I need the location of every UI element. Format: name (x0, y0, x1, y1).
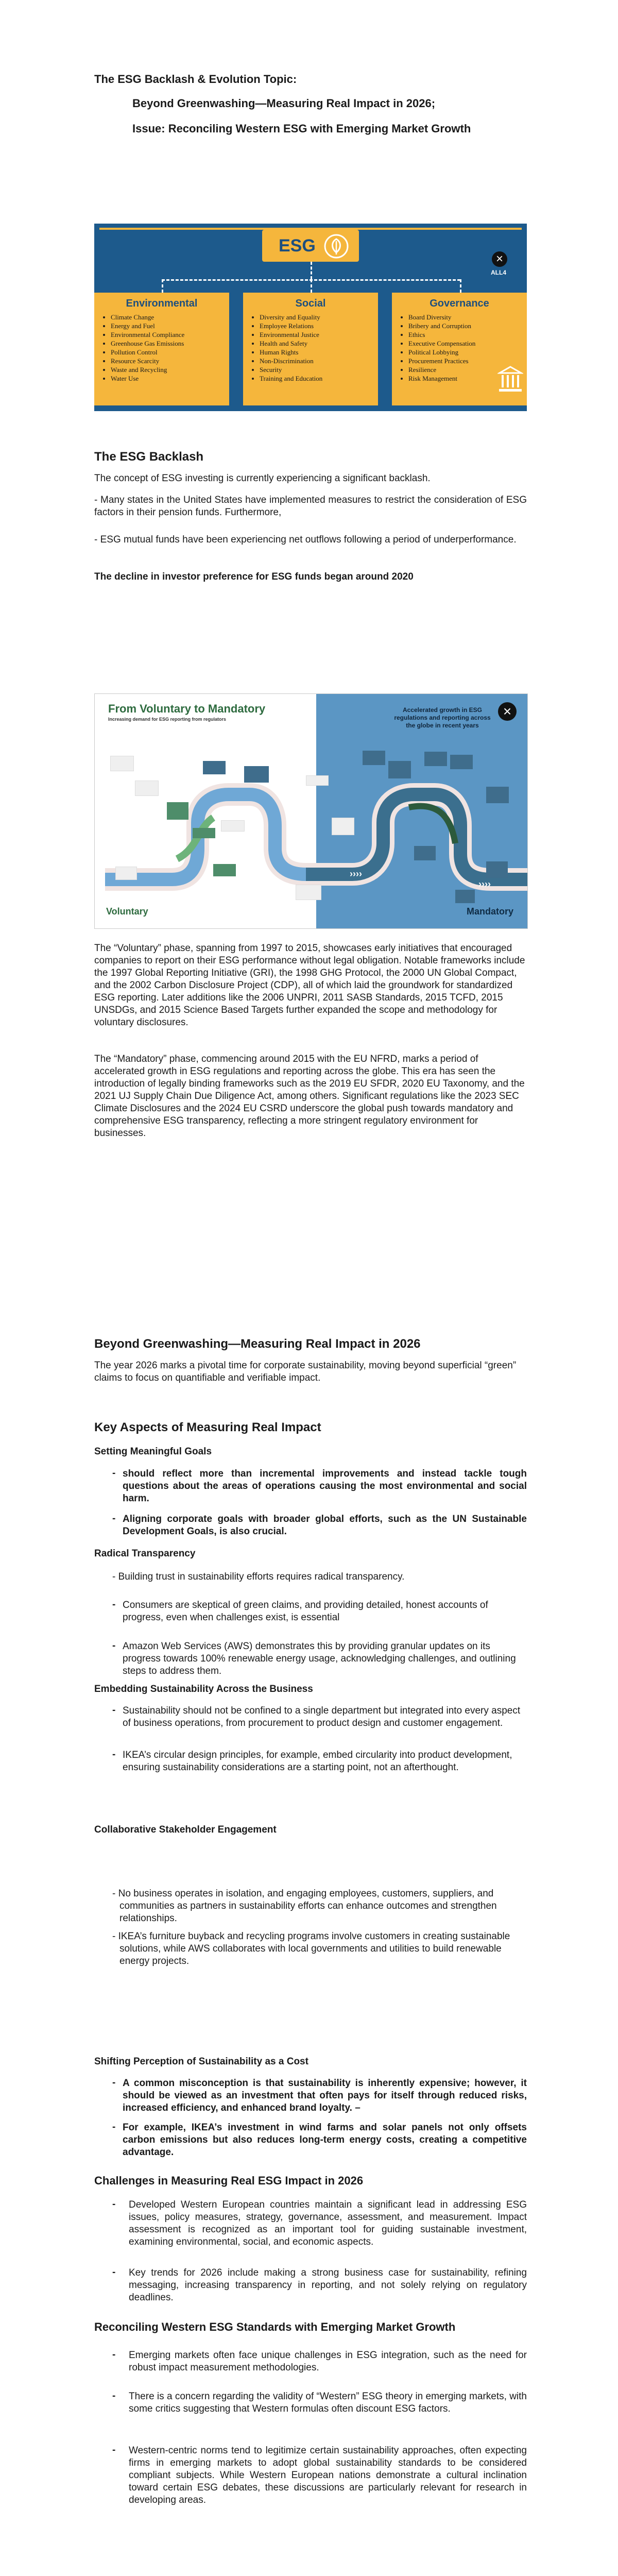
backlash-decline: The decline in investor preference for ESG funds began around 2020 (94, 571, 414, 582)
environmental-title: Environmental (126, 298, 198, 309)
all4-logo: ALL4 (491, 269, 506, 276)
mandatory-label: Mandatory (467, 906, 514, 917)
list-item: • Employee Relations (260, 321, 378, 330)
esg-center-block (262, 230, 359, 262)
doc-topic: The ESG Backlash & Evolution Topic: (94, 73, 297, 86)
mandatory-phase-text: The “Mandatory” phase, commencing around 2015 with the EU NFRD, marks a period of accelerated growth in ESG regulations and reporting across the globe. This era has seen the introduction of legally binding frameworks such as the 2019 EU SFDR, 2020 EU Taxonomy, and the 2021 UJ Supply Chain Due Diligence Act, among others. Significant regulations like the 2023 SEC Climate Disclosures and the 2024 EU CSRD underscore the global push towards mandatory and comprehensive ESG transparency, reflecting a more stringent regulatory environment for businesses. (94, 1054, 525, 1139)
section-heading-beyond: Beyond Greenwashing—Measuring Real Impact in 2026 (94, 1337, 421, 1351)
bullet-dash: - (112, 2122, 116, 2132)
list-item: • Risk Management (408, 374, 486, 383)
milestone-box (115, 867, 137, 880)
transparency-point-2: Amazon Web Services (AWS) demonstrates this by providing granular updates on its progress towards 100% renewable energy usage, acknowledging challenges, and outlining steps to address them. (123, 1641, 516, 1676)
governance-column (392, 293, 527, 405)
goals-point-1: should reflect more than incremental improvements and instead tackle tough questions about the areas of operations causing the most environmental and social harm. (123, 1468, 527, 1504)
section-heading-challenges: Challenges in Measuring Real ESG Impact in 2026 (94, 2174, 364, 2187)
embedding-point-1: Sustainability should not be confined to a single department but integrated into every aspect of business operations, from procurement to product design and customer engagement. (123, 1705, 521, 1728)
voluntary-to-mandatory-figure (94, 693, 528, 929)
collab-point-2: - IKEA’s furniture buyback and recycling programs involve customers in creating sustainable solutions, while AWS collaborates with local governments and utilities to build renewable energy projects. (112, 1931, 510, 1967)
milestone-box (296, 885, 321, 900)
list-item: • Resource Scarcity (111, 357, 229, 365)
collab-point-1: - No business operates in isolation, and engaging employees, customers, suppliers, and communities as partners in sustainability efforts can enhance outcomes and strengthen relationships. (112, 1888, 497, 1924)
challenges-point-1: Developed Western European countries maintain a significant lead in addressing ESG issues, policy measures, strategy, governance, assessment, and measurement. Impact assessment is recognized as an important tool for guiding sustainable investment, examining environmental, social, and economic aspects. (129, 2199, 527, 2247)
bullet-dash: - (112, 1513, 116, 1524)
list-item: • Non-Discrimination (260, 357, 378, 365)
social-column (243, 293, 378, 405)
subheading-collab: Collaborative Stakeholder Engagement (94, 1824, 277, 1835)
milestone-box (221, 820, 245, 832)
environmental-column (94, 293, 229, 405)
milestone-box (424, 752, 447, 766)
milestone-box (450, 755, 473, 769)
bullet-dash: - (112, 1749, 116, 1760)
embedding-point-2: IKEA’s circular design principles, for example, embed circularity into product development, ensuring sustainability considerations are a starting point, not an afterthought. (123, 1750, 512, 1773)
milestone-box (167, 802, 188, 820)
bullet-dash: - (112, 1640, 116, 1651)
bullet-dash: - (112, 2445, 116, 2455)
list-item: • Ethics (408, 330, 486, 339)
list-item: • Diversity and Equality (260, 313, 378, 321)
milestone-box (332, 818, 354, 835)
milestone-box (414, 846, 436, 860)
social-title: Social (295, 298, 326, 309)
close-icon: × (492, 251, 507, 267)
transparency-point-0: - Building trust in sustainability efforts requires radical transparency. (112, 1571, 405, 1582)
esg-center-label: ESG (279, 236, 316, 256)
vm-subtitle: Increasing demand for ESG reporting from regulators (108, 717, 227, 722)
list-item: • Security (260, 365, 378, 374)
list-item: • Environmental Justice (260, 330, 378, 339)
reconciling-point-1: Emerging markets often face unique challenges in ESG integration, such as the need for robust impact measurement methodologies. (129, 2350, 527, 2373)
milestone-box (244, 766, 269, 783)
list-item: • Waste and Recycling (111, 365, 229, 374)
connector-line (162, 279, 163, 293)
milestone-box (363, 751, 385, 765)
vm-title: From Voluntary to Mandatory (108, 702, 266, 715)
bullet-dash: - (112, 1468, 116, 1479)
list-item: • Health and Safety (260, 339, 378, 348)
svg-text:››››: ›››› (350, 869, 362, 879)
milestone-box (110, 756, 134, 771)
subheading-goals: Setting Meaningful Goals (94, 1446, 212, 1457)
milestone-box (306, 775, 329, 786)
milestone-box (455, 890, 475, 903)
beyond-intro: The year 2026 marks a pivotal time for corporate sustainability, moving beyond superficial “green” claims to focus on quantifiable and verifiable impact. (94, 1360, 517, 1383)
list-item: • Procurement Practices (408, 357, 486, 365)
section-heading-backlash: The ESG Backlash (94, 450, 204, 464)
milestone-box (203, 761, 226, 774)
bullet-dash: - (112, 2077, 116, 2088)
bullet-dash: - (112, 2267, 116, 2278)
close-icon: × (498, 702, 517, 721)
list-item: • Board Diversity (408, 313, 486, 321)
section-heading-reconciling: Reconciling Western ESG Standards with Emerging Market Growth (94, 2320, 456, 2333)
connector-line (311, 279, 312, 293)
backlash-point-2: - ESG mutual funds have been experiencing net outflows following a period of underperformance. (94, 534, 517, 545)
milestone-box (213, 864, 236, 876)
subheading-transparency: Radical Transparency (94, 1548, 196, 1559)
list-item: • Human Rights (260, 348, 378, 357)
svg-text:››››: ›››› (478, 879, 491, 889)
bullet-dash: - (112, 1705, 116, 1716)
list-item: • Political Lobbying (408, 348, 486, 357)
bullet-dash: - (112, 2349, 116, 2360)
milestone-box (486, 861, 508, 878)
cost-point-1: A common misconception is that sustainability is inherently expensive; however, it should be viewed as an investment that often pays for itself through reduced risks, increased efficiency, and enhanced brand loyalty. – (123, 2078, 527, 2113)
challenges-point-2: Key trends for 2026 include making a strong business case for sustainability, refining messaging, increasing transparency in reporting, and not solely relying on regulatory deadlines. (129, 2267, 527, 2303)
subheading-embedding: Embedding Sustainability Across the Business (94, 1684, 313, 1694)
reconciling-point-2: There is a concern regarding the validity of “Western” ESG theory in emerging markets, with some critics suggesting that Western formulas often discount ESG factors. (129, 2391, 527, 2414)
vm-right-title: Accelerated growth in ESG regulations and reporting across the globe in recent years (394, 706, 491, 729)
milestone-box (486, 787, 509, 803)
esg-pillars-figure (94, 224, 527, 411)
doc-subtitle-2: Issue: Reconciling Western ESG with Emerging Market Growth (132, 122, 471, 135)
connector-line (460, 279, 461, 293)
milestone-box (135, 781, 159, 796)
list-item: • Bribery and Corruption (408, 321, 486, 330)
bullet-dash: - (112, 2199, 116, 2210)
transparency-point-1: Consumers are skeptical of green claims, and providing detailed, honest accounts of progress, even when challenges exist, is essential (123, 1600, 488, 1623)
backlash-intro: The concept of ESG investing is currently experiencing a significant backlash. (94, 473, 431, 484)
subheading-cost: Shifting Perception of Sustainability as a Cost (94, 2056, 308, 2067)
voluntary-label: Voluntary (106, 906, 148, 917)
list-item: • Greenhouse Gas Emissions (111, 339, 229, 348)
list-item: • Training and Education (260, 374, 378, 383)
governance-title: Governance (430, 298, 489, 309)
reconciling-point-3: Western-centric norms tend to legitimize certain sustainability approaches, often expecting firms in emerging markets to adopt global sustainability standards to be considered compliant subjects. While Western European nations demonstrate a cultural inclination toward certain ESG debates, these discussions are particularly relevant for research in developing areas. (129, 2445, 527, 2505)
milestone-box (388, 761, 411, 778)
bullet-dash: - (112, 1599, 116, 1610)
list-item: • Resilience (408, 365, 486, 374)
voluntary-phase-text: The “Voluntary” phase, spanning from 1997 to 2015, showcases early initiatives that encouraged companies to report on their ESG performance without legal obligation. Notable frameworks include the 1997 Global Reporting Initiative (GRI), the 1998 GHG Protocol, the 2000 UN Global Compact, and the 2002 Carbon Disclosure Project (CDP), all of which laid the groundwork for standardized ESG reporting. Later additions like the 2006 UNPRI, 2011 SASB Standards, 2015 TCFD, 2015 UNSDGs, and 2015 Science Based Targets further expanded the scope and methodology for voluntary disclosures. (94, 943, 525, 1028)
list-item: • Environmental Compliance (111, 330, 229, 339)
goals-point-2: Aligning corporate goals with broader global efforts, such as the UN Sustainable Development Goals, is also crucial. (123, 1514, 527, 1537)
list-item: • Executive Compensation (408, 339, 486, 348)
list-item: • Climate Change (111, 313, 229, 321)
list-item: • Energy and Fuel (111, 321, 229, 330)
bullet-dash: - (112, 2391, 116, 2401)
list-item: • Water Use (111, 374, 229, 383)
section-heading-aspects: Key Aspects of Measuring Real Impact (94, 1420, 321, 1434)
backlash-point-1: - Many states in the United States have implemented measures to restrict the consideration of ESG factors in their pension funds. Furthermore, (94, 495, 527, 518)
cost-point-2: For example, IKEA’s investment in wind farms and solar panels not only offsets carbon emissions but also reduces long-term energy costs, creating a competitive advantage. (123, 2122, 527, 2158)
connector-line (311, 262, 312, 279)
milestone-box (193, 828, 215, 838)
list-item: • Pollution Control (111, 348, 229, 357)
doc-subtitle-1: Beyond Greenwashing—Measuring Real Impact in 2026; (132, 97, 436, 110)
courthouse-icon (497, 365, 523, 394)
leaf-icon (323, 233, 350, 260)
